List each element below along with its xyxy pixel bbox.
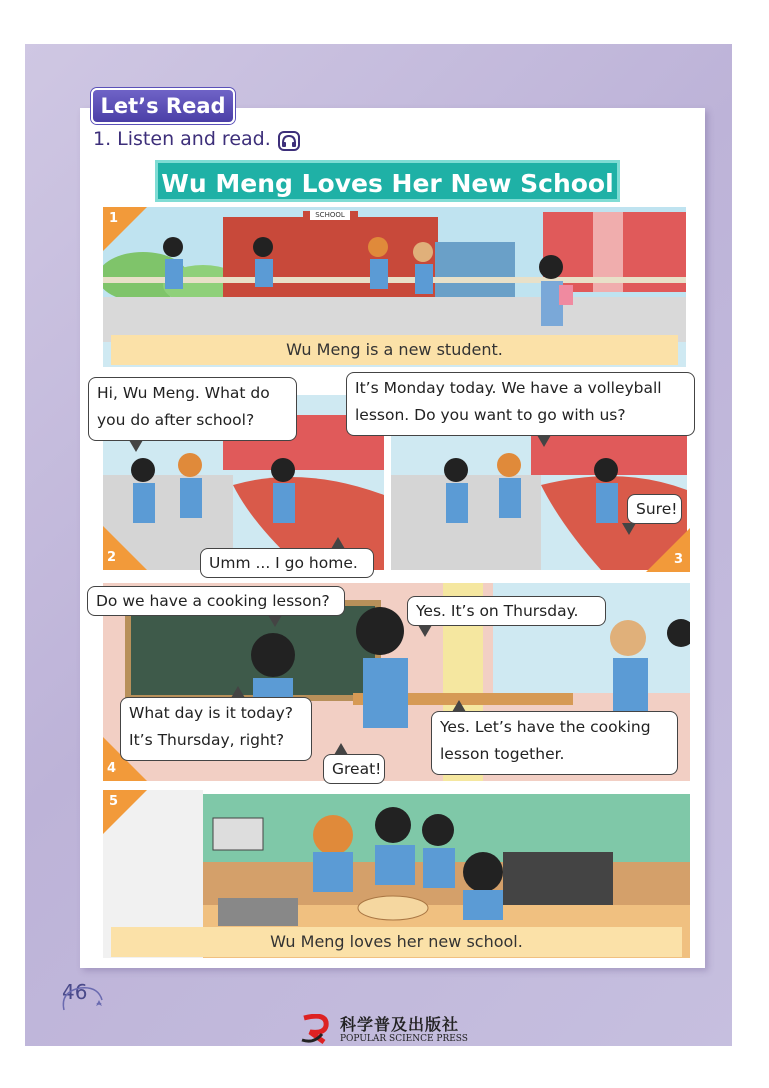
panel-5	[103, 790, 690, 958]
panel-1	[103, 207, 686, 367]
speech-bubble-together: Yes. Let’s have the cooking lesson together.	[431, 711, 678, 775]
panel-3-number: 3	[674, 552, 684, 567]
speech-bubble-question: Hi, Wu Meng. What do you do after school?	[88, 377, 297, 441]
panel-3-number-tab	[646, 528, 690, 572]
speech-bubble-great: Great!	[323, 754, 385, 784]
panel-1-caption: Wu Meng is a new student.	[111, 335, 678, 365]
panel-5-number: 5	[109, 794, 119, 809]
school-sign: SCHOOL	[310, 210, 350, 220]
panel-2-number: 2	[107, 550, 117, 565]
speech-bubble-day-question: What day is it today? It’s Thursday, right?	[120, 697, 312, 761]
headphones-icon[interactable]	[278, 131, 300, 151]
speech-bubble-cooking-question: Do we have a cooking lesson?	[87, 586, 345, 616]
page-number-swirl	[58, 982, 108, 1016]
section-label: Let’s Read	[91, 88, 235, 124]
speech-bubble-invite: It’s Monday today. We have a volleyball lesson. Do you want to go with us?	[346, 372, 695, 436]
page-number: 46	[62, 980, 88, 1004]
story-title: Wu Meng Loves Her New School	[155, 160, 620, 202]
speech-bubble-answer: Umm ... I go home.	[200, 548, 374, 578]
publisher-name-en: POPULAR SCIENCE PRESS	[340, 1034, 468, 1044]
publisher-name-cn: 科学普及出版社	[340, 1015, 460, 1034]
instruction-text: 1. Listen and read.	[93, 128, 271, 150]
publisher-emblem-icon	[300, 1014, 332, 1044]
panel-5-caption: Wu Meng loves her new school.	[111, 927, 682, 957]
panel-4-number: 4	[107, 761, 117, 776]
speech-bubble-thursday: Yes. It’s on Thursday.	[407, 596, 606, 626]
panel-1-number: 1	[109, 211, 119, 226]
speech-bubble-sure: Sure!	[627, 494, 682, 524]
